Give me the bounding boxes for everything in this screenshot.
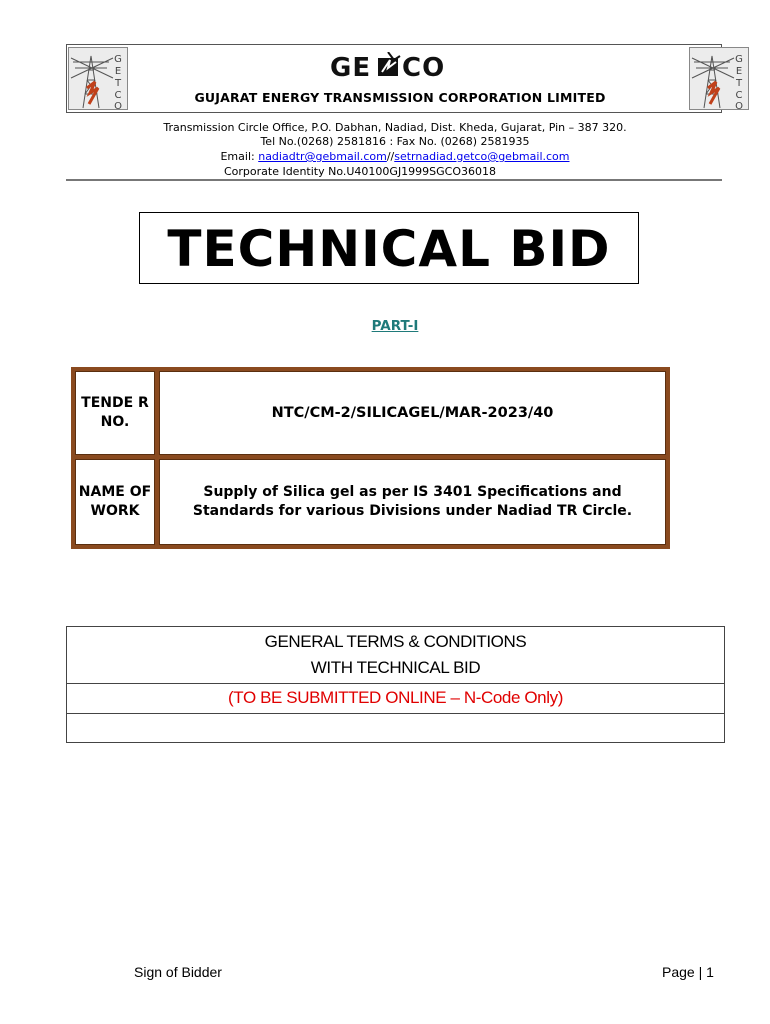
terms-subtitle-row (67, 683, 724, 713)
tower-logo-left (68, 47, 128, 110)
corporate-id: Corporate Identity No.U40100GJ1999SGCO36018 (223, 165, 497, 178)
email-link-2[interactable]: setrnadiad.getco@gebmail.com (394, 150, 570, 163)
name-of-work-value: Supply of Silica gel as per IS 3401 Specifications and Standards for various Divisions under Nadiad TR Circle. (159, 459, 666, 545)
terms-table (66, 626, 725, 743)
tender-table (71, 367, 670, 549)
part-heading: PART-I (371, 318, 419, 334)
address-line-1: Transmission Circle Office, P.O. Dabhan, Nadiad, Dist. Kheda, Gujarat, Pin – 387 320. (163, 121, 627, 134)
svg-text:C: C (735, 90, 743, 101)
svg-text:E: E (735, 66, 743, 77)
svg-text:C: C (114, 90, 122, 101)
email-label: Email: (220, 150, 259, 163)
terms-empty-row (67, 713, 724, 742)
address-line-2: Tel No.(0268) 2581816 : Fax No. (0268) 2581935 (260, 135, 530, 148)
email-separator: // (386, 150, 395, 163)
document-title: TECHNICAL BID (139, 212, 639, 284)
footer-page-number: Page | 1 (662, 964, 714, 980)
terms-subtitle: (TO BE SUBMITTED ONLINE – N-Code Only) (228, 688, 563, 707)
svg-text:CO: CO (402, 53, 446, 80)
terms-title (67, 629, 724, 681)
svg-text:O: O (114, 101, 122, 110)
svg-text:O: O (735, 101, 743, 110)
tender-no-value: NTC/CM-2/SILICAGEL/MAR-2023/40 (159, 371, 666, 455)
svg-text:GE: GE (330, 53, 372, 80)
header-divider (66, 179, 722, 181)
svg-text:E: E (114, 66, 122, 77)
svg-text:G: G (735, 54, 743, 65)
svg-text:T: T (735, 78, 743, 89)
email-line (60, 150, 730, 164)
footer-sign: Sign of Bidder (134, 964, 222, 980)
svg-text:G: G (114, 54, 122, 65)
terms-title-line-1: GENERAL TERMS & CONDITIONS (264, 632, 527, 651)
svg-text:T: T (114, 78, 122, 89)
name-of-work-label: NAME OF WORK (75, 459, 155, 545)
tower-logo-right (689, 47, 749, 110)
terms-title-line-2: WITH TECHNICAL BID (310, 658, 481, 677)
getco-logo (330, 52, 490, 80)
tender-no-label: TENDE R NO. (75, 371, 155, 455)
company-name: GUJARAT ENERGY TRANSMISSION CORPORATION LIMITED (194, 90, 606, 105)
email-link-1[interactable]: nadiadtr@gebmail.com (258, 150, 387, 163)
